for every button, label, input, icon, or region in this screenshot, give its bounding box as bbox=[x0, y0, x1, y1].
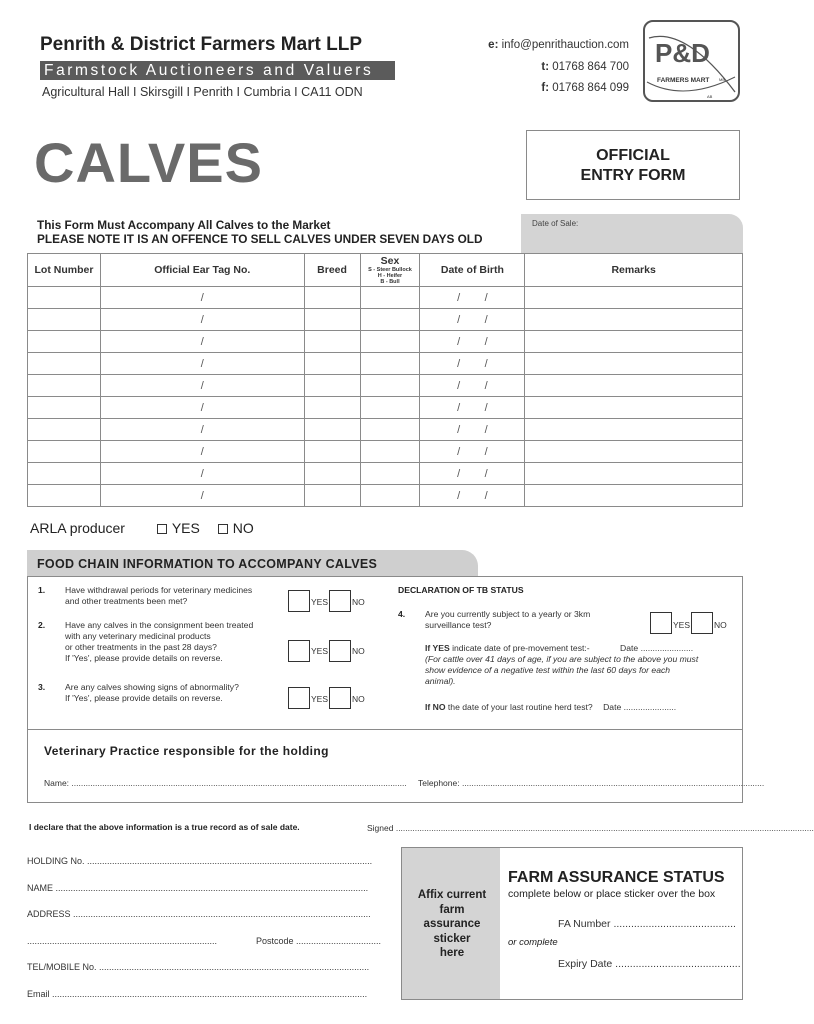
q2-line2: with any veterinary medicinal products bbox=[65, 631, 211, 641]
company-address: Agricultural Hall I Skirsgill I Penrith I Cumbria I CA11 ODN bbox=[42, 85, 363, 99]
q2-no-box[interactable] bbox=[329, 640, 351, 662]
remarks-cell[interactable] bbox=[525, 287, 743, 309]
q4-no-label: NO bbox=[714, 620, 727, 630]
breed-cell[interactable] bbox=[304, 353, 360, 375]
affix-line1: Affix current bbox=[417, 889, 487, 901]
if-yes-italic1: (For cattle over 41 days of age, if you are subject to the above you must bbox=[425, 654, 699, 664]
official-entry-form-box bbox=[526, 130, 740, 200]
q4-line1: Are you currently subject to a yearly or 3km bbox=[425, 609, 591, 619]
q1-no-box[interactable] bbox=[329, 590, 351, 612]
sex-cell[interactable] bbox=[360, 375, 420, 397]
arla-label: ARLA producer bbox=[30, 520, 125, 536]
q2-line3: or other treatments in the past 28 days? bbox=[65, 642, 217, 652]
sex-cell[interactable] bbox=[360, 353, 420, 375]
food-chain-divider bbox=[27, 729, 743, 730]
farm-assurance-title: FARM ASSURANCE STATUS bbox=[508, 869, 725, 886]
q1-no-label: NO bbox=[352, 597, 365, 607]
col-lot-number: Lot Number bbox=[28, 254, 101, 287]
date-of-birth-cell[interactable]: / / bbox=[420, 485, 525, 507]
date-of-sale-label: Date of Sale: bbox=[532, 219, 579, 228]
table-row bbox=[28, 485, 743, 507]
company-tagline: Farmstock Auctioneers and Valuers bbox=[40, 61, 395, 80]
expiry-date-field[interactable]: Expiry Date ........................................... bbox=[558, 958, 741, 970]
lot-number-cell[interactable] bbox=[28, 287, 101, 309]
if-no-text: the date of your last routine herd test? bbox=[447, 702, 593, 712]
food-chain-title: FOOD CHAIN INFORMATION TO ACCOMPANY CALVES bbox=[37, 557, 378, 571]
breed-cell[interactable] bbox=[304, 485, 360, 507]
q4-number: 4. bbox=[398, 609, 406, 619]
sex-cell[interactable] bbox=[360, 441, 420, 463]
fax-label: f: bbox=[541, 82, 550, 94]
arla-yes-checkbox[interactable] bbox=[157, 524, 167, 534]
tel-mobile-field[interactable]: TEL/MOBILE No. ............................................................................................................ bbox=[27, 962, 370, 972]
remarks-cell[interactable] bbox=[525, 463, 743, 485]
q2-yes-box[interactable] bbox=[288, 640, 310, 662]
date-of-birth-cell[interactable]: / / bbox=[420, 419, 525, 441]
breed-cell[interactable] bbox=[304, 463, 360, 485]
vet-telephone-field[interactable]: Telephone: ................................................................................................................................ bbox=[418, 778, 765, 788]
postcode-field[interactable]: Postcode .................................. bbox=[256, 936, 382, 946]
q1-number: 1. bbox=[38, 585, 46, 595]
remarks-cell[interactable] bbox=[525, 309, 743, 331]
q4-line2: surveillance test? bbox=[425, 620, 492, 630]
arla-yes-label: YES bbox=[171, 520, 200, 536]
col-ear-tag: Official Ear Tag No. bbox=[100, 254, 304, 287]
breed-cell[interactable] bbox=[304, 441, 360, 463]
sex-cell[interactable] bbox=[360, 485, 420, 507]
official-line2: ENTRY FORM bbox=[580, 167, 686, 184]
q4-no-box[interactable] bbox=[691, 612, 713, 634]
sex-cell[interactable] bbox=[360, 287, 420, 309]
sex-cell[interactable] bbox=[360, 463, 420, 485]
q4-yes-box[interactable] bbox=[650, 612, 672, 634]
tel-value: 01768 864 700 bbox=[552, 61, 629, 73]
if-yes-italic3: animal). bbox=[425, 676, 456, 686]
lot-number-cell[interactable] bbox=[28, 441, 101, 463]
ear-tag-cell[interactable]: / bbox=[100, 287, 304, 309]
breed-cell[interactable] bbox=[304, 287, 360, 309]
q2-text bbox=[65, 620, 253, 664]
lot-number-cell[interactable] bbox=[28, 463, 101, 485]
email-label: e: bbox=[488, 39, 499, 51]
notice-line1: This Form Must Accompany All Calves to the Market bbox=[37, 218, 331, 232]
sex-key-bull: B - Bull bbox=[380, 279, 400, 285]
q3-yes-label: YES bbox=[311, 694, 329, 704]
official-line1: OFFICIAL bbox=[596, 147, 670, 164]
sex-cell[interactable] bbox=[360, 331, 420, 353]
if-no-block bbox=[425, 702, 676, 713]
q4-yes-label: YES bbox=[673, 620, 691, 630]
lot-number-cell[interactable] bbox=[28, 419, 101, 441]
company-logo bbox=[643, 20, 740, 102]
table-row bbox=[28, 287, 743, 309]
date-of-birth-cell[interactable]: / / bbox=[420, 353, 525, 375]
sex-cell[interactable] bbox=[360, 397, 420, 419]
lot-number-cell[interactable] bbox=[28, 331, 101, 353]
q4-text bbox=[425, 609, 590, 631]
address-line2-field[interactable]: ............................................................................ bbox=[27, 936, 218, 946]
ear-tag-cell[interactable]: / bbox=[100, 309, 304, 331]
date-of-birth-cell[interactable]: / / bbox=[420, 287, 525, 309]
breed-cell[interactable] bbox=[304, 331, 360, 353]
q1-yes-box[interactable] bbox=[288, 590, 310, 612]
date-of-birth-cell[interactable]: / / bbox=[420, 375, 525, 397]
arla-no-checkbox[interactable] bbox=[218, 524, 228, 534]
notice-line2: PLEASE NOTE IT IS AN OFFENCE TO SELL CALVES UNDER SEVEN DAYS OLD bbox=[37, 232, 483, 246]
q2-number: 2. bbox=[38, 620, 46, 630]
q2-line4: If 'Yes', please provide details on reverse. bbox=[65, 653, 223, 663]
date-of-birth-cell[interactable]: / / bbox=[420, 441, 525, 463]
col-breed: Breed bbox=[304, 254, 360, 287]
tb-status-title: DECLARATION OF TB STATUS bbox=[398, 585, 524, 595]
logo-line2: MB bbox=[719, 77, 725, 82]
tel-label: t: bbox=[541, 61, 550, 73]
q3-yes-box[interactable] bbox=[288, 687, 310, 709]
table-row bbox=[28, 441, 743, 463]
vet-practice-title: Veterinary Practice responsible for the holding bbox=[44, 744, 329, 758]
col-sex-label: Sex bbox=[380, 255, 400, 267]
pre-movement-date-field[interactable]: Date ...................... bbox=[620, 643, 694, 653]
lot-number-cell[interactable] bbox=[28, 375, 101, 397]
ear-tag-cell[interactable]: / bbox=[100, 485, 304, 507]
ear-tag-cell[interactable]: / bbox=[100, 397, 304, 419]
email-line bbox=[488, 39, 629, 51]
q3-number: 3. bbox=[38, 682, 46, 692]
q3-line2: If 'Yes', please provide details on reverse. bbox=[65, 693, 223, 703]
affix-line3: assurance bbox=[423, 918, 481, 930]
q3-no-label: NO bbox=[352, 694, 365, 704]
q2-line1: Have any calves in the consignment been treated bbox=[65, 620, 254, 630]
holding-number-field[interactable]: HOLDING No. .................................................................................................................. bbox=[27, 856, 373, 866]
tel-line bbox=[541, 61, 629, 73]
ear-tag-cell[interactable]: / bbox=[100, 353, 304, 375]
sex-cell[interactable] bbox=[360, 419, 420, 441]
or-complete-label: or complete bbox=[508, 937, 558, 948]
fax-line bbox=[541, 82, 629, 94]
q3-line1: Are any calves showing signs of abnormality? bbox=[65, 682, 239, 692]
ear-tag-cell[interactable]: / bbox=[100, 331, 304, 353]
address-field[interactable]: ADDRESS ....................................................................................................................... bbox=[27, 909, 371, 919]
logo-letters: P&D bbox=[655, 38, 710, 68]
date-of-birth-cell[interactable]: / / bbox=[420, 309, 525, 331]
table-row bbox=[28, 353, 743, 375]
q1-line2: and other treatments been met? bbox=[65, 596, 188, 606]
table-row bbox=[28, 463, 743, 485]
logo-line3: AB bbox=[707, 94, 713, 99]
fa-number-field[interactable]: FA Number .......................................... bbox=[558, 918, 736, 930]
email-value[interactable]: info@penrithauction.com bbox=[501, 39, 629, 51]
table-row bbox=[28, 375, 743, 397]
remarks-cell[interactable] bbox=[525, 441, 743, 463]
if-no-bold: If NO bbox=[425, 702, 446, 712]
affix-line2: farm bbox=[439, 903, 465, 916]
table-row bbox=[28, 309, 743, 331]
table-row bbox=[28, 419, 743, 441]
ear-tag-cell[interactable]: / bbox=[100, 375, 304, 397]
if-yes-block bbox=[425, 643, 737, 687]
remarks-cell[interactable] bbox=[525, 485, 743, 507]
farm-assurance-subtitle: complete below or place sticker over the box bbox=[508, 888, 716, 900]
ear-tag-cell[interactable]: / bbox=[100, 419, 304, 441]
ear-tag-cell[interactable]: / bbox=[100, 441, 304, 463]
q3-no-box[interactable] bbox=[329, 687, 351, 709]
lot-number-cell[interactable] bbox=[28, 397, 101, 419]
company-name: Penrith & District Farmers Mart LLP bbox=[40, 34, 363, 55]
date-of-birth-cell[interactable]: / / bbox=[420, 463, 525, 485]
page-title: CALVES bbox=[34, 131, 263, 194]
logo-icon bbox=[645, 22, 738, 100]
q3-text bbox=[65, 682, 239, 704]
table-header-row bbox=[28, 254, 743, 287]
lot-number-cell[interactable] bbox=[28, 485, 101, 507]
last-herd-test-date-field[interactable]: Date ...................... bbox=[603, 702, 677, 712]
affix-line4: sticker bbox=[433, 932, 471, 945]
name-field[interactable]: NAME ............................................................................................................................. bbox=[27, 883, 369, 893]
q1-yes-label: YES bbox=[311, 597, 329, 607]
ear-tag-cell[interactable]: / bbox=[100, 463, 304, 485]
breed-cell[interactable] bbox=[304, 375, 360, 397]
remarks-cell[interactable] bbox=[525, 419, 743, 441]
remarks-cell[interactable] bbox=[525, 375, 743, 397]
email-field[interactable]: Email .............................................................................................................................. bbox=[27, 989, 368, 999]
col-sex bbox=[360, 254, 420, 287]
col-date-of-birth: Date of Birth bbox=[420, 254, 525, 287]
vet-name-field[interactable]: Name: .............................................................................................................................................. bbox=[44, 778, 407, 788]
if-yes-italic2: show evidence of a negative test within the last 60 days for each bbox=[425, 665, 671, 675]
q1-line1: Have withdrawal periods for veterinary medicines bbox=[65, 585, 253, 595]
fax-value: 01768 864 099 bbox=[552, 82, 629, 94]
date-of-birth-cell[interactable]: / / bbox=[420, 397, 525, 419]
sex-key-heifer: H - Heifer bbox=[377, 273, 403, 279]
affix-line5: here bbox=[439, 947, 465, 959]
logo-line1: FARMERS MART bbox=[657, 77, 710, 84]
remarks-cell[interactable] bbox=[525, 397, 743, 419]
remarks-cell[interactable] bbox=[525, 331, 743, 353]
remarks-cell[interactable] bbox=[525, 353, 743, 375]
breed-cell[interactable] bbox=[304, 397, 360, 419]
lot-number-cell[interactable] bbox=[28, 309, 101, 331]
table-row bbox=[28, 397, 743, 419]
notice bbox=[37, 218, 483, 246]
if-yes-text: indicate date of pre-movement test:- bbox=[452, 643, 590, 653]
date-of-birth-cell[interactable]: / / bbox=[420, 331, 525, 353]
table-row bbox=[28, 331, 743, 353]
breed-cell[interactable] bbox=[304, 419, 360, 441]
q2-yes-label: YES bbox=[311, 646, 329, 656]
q1-text bbox=[65, 585, 252, 607]
arla-no-label: NO bbox=[232, 520, 254, 536]
affix-sticker-text bbox=[406, 888, 498, 961]
if-yes-bold: If YES bbox=[425, 643, 450, 653]
lot-number-cell[interactable] bbox=[28, 353, 101, 375]
signed-field[interactable]: Signed ................................................................................................................................................................................. bbox=[367, 823, 814, 833]
calves-entry-table bbox=[27, 253, 743, 507]
col-remarks: Remarks bbox=[525, 254, 743, 287]
declaration-text: I declare that the above information is a true record as of sale date. bbox=[29, 822, 300, 832]
arla-producer bbox=[30, 520, 254, 536]
sex-cell[interactable] bbox=[360, 309, 420, 331]
breed-cell[interactable] bbox=[304, 309, 360, 331]
q2-no-label: NO bbox=[352, 646, 365, 656]
sex-key-steer: S - Steer Bullock bbox=[368, 267, 412, 273]
